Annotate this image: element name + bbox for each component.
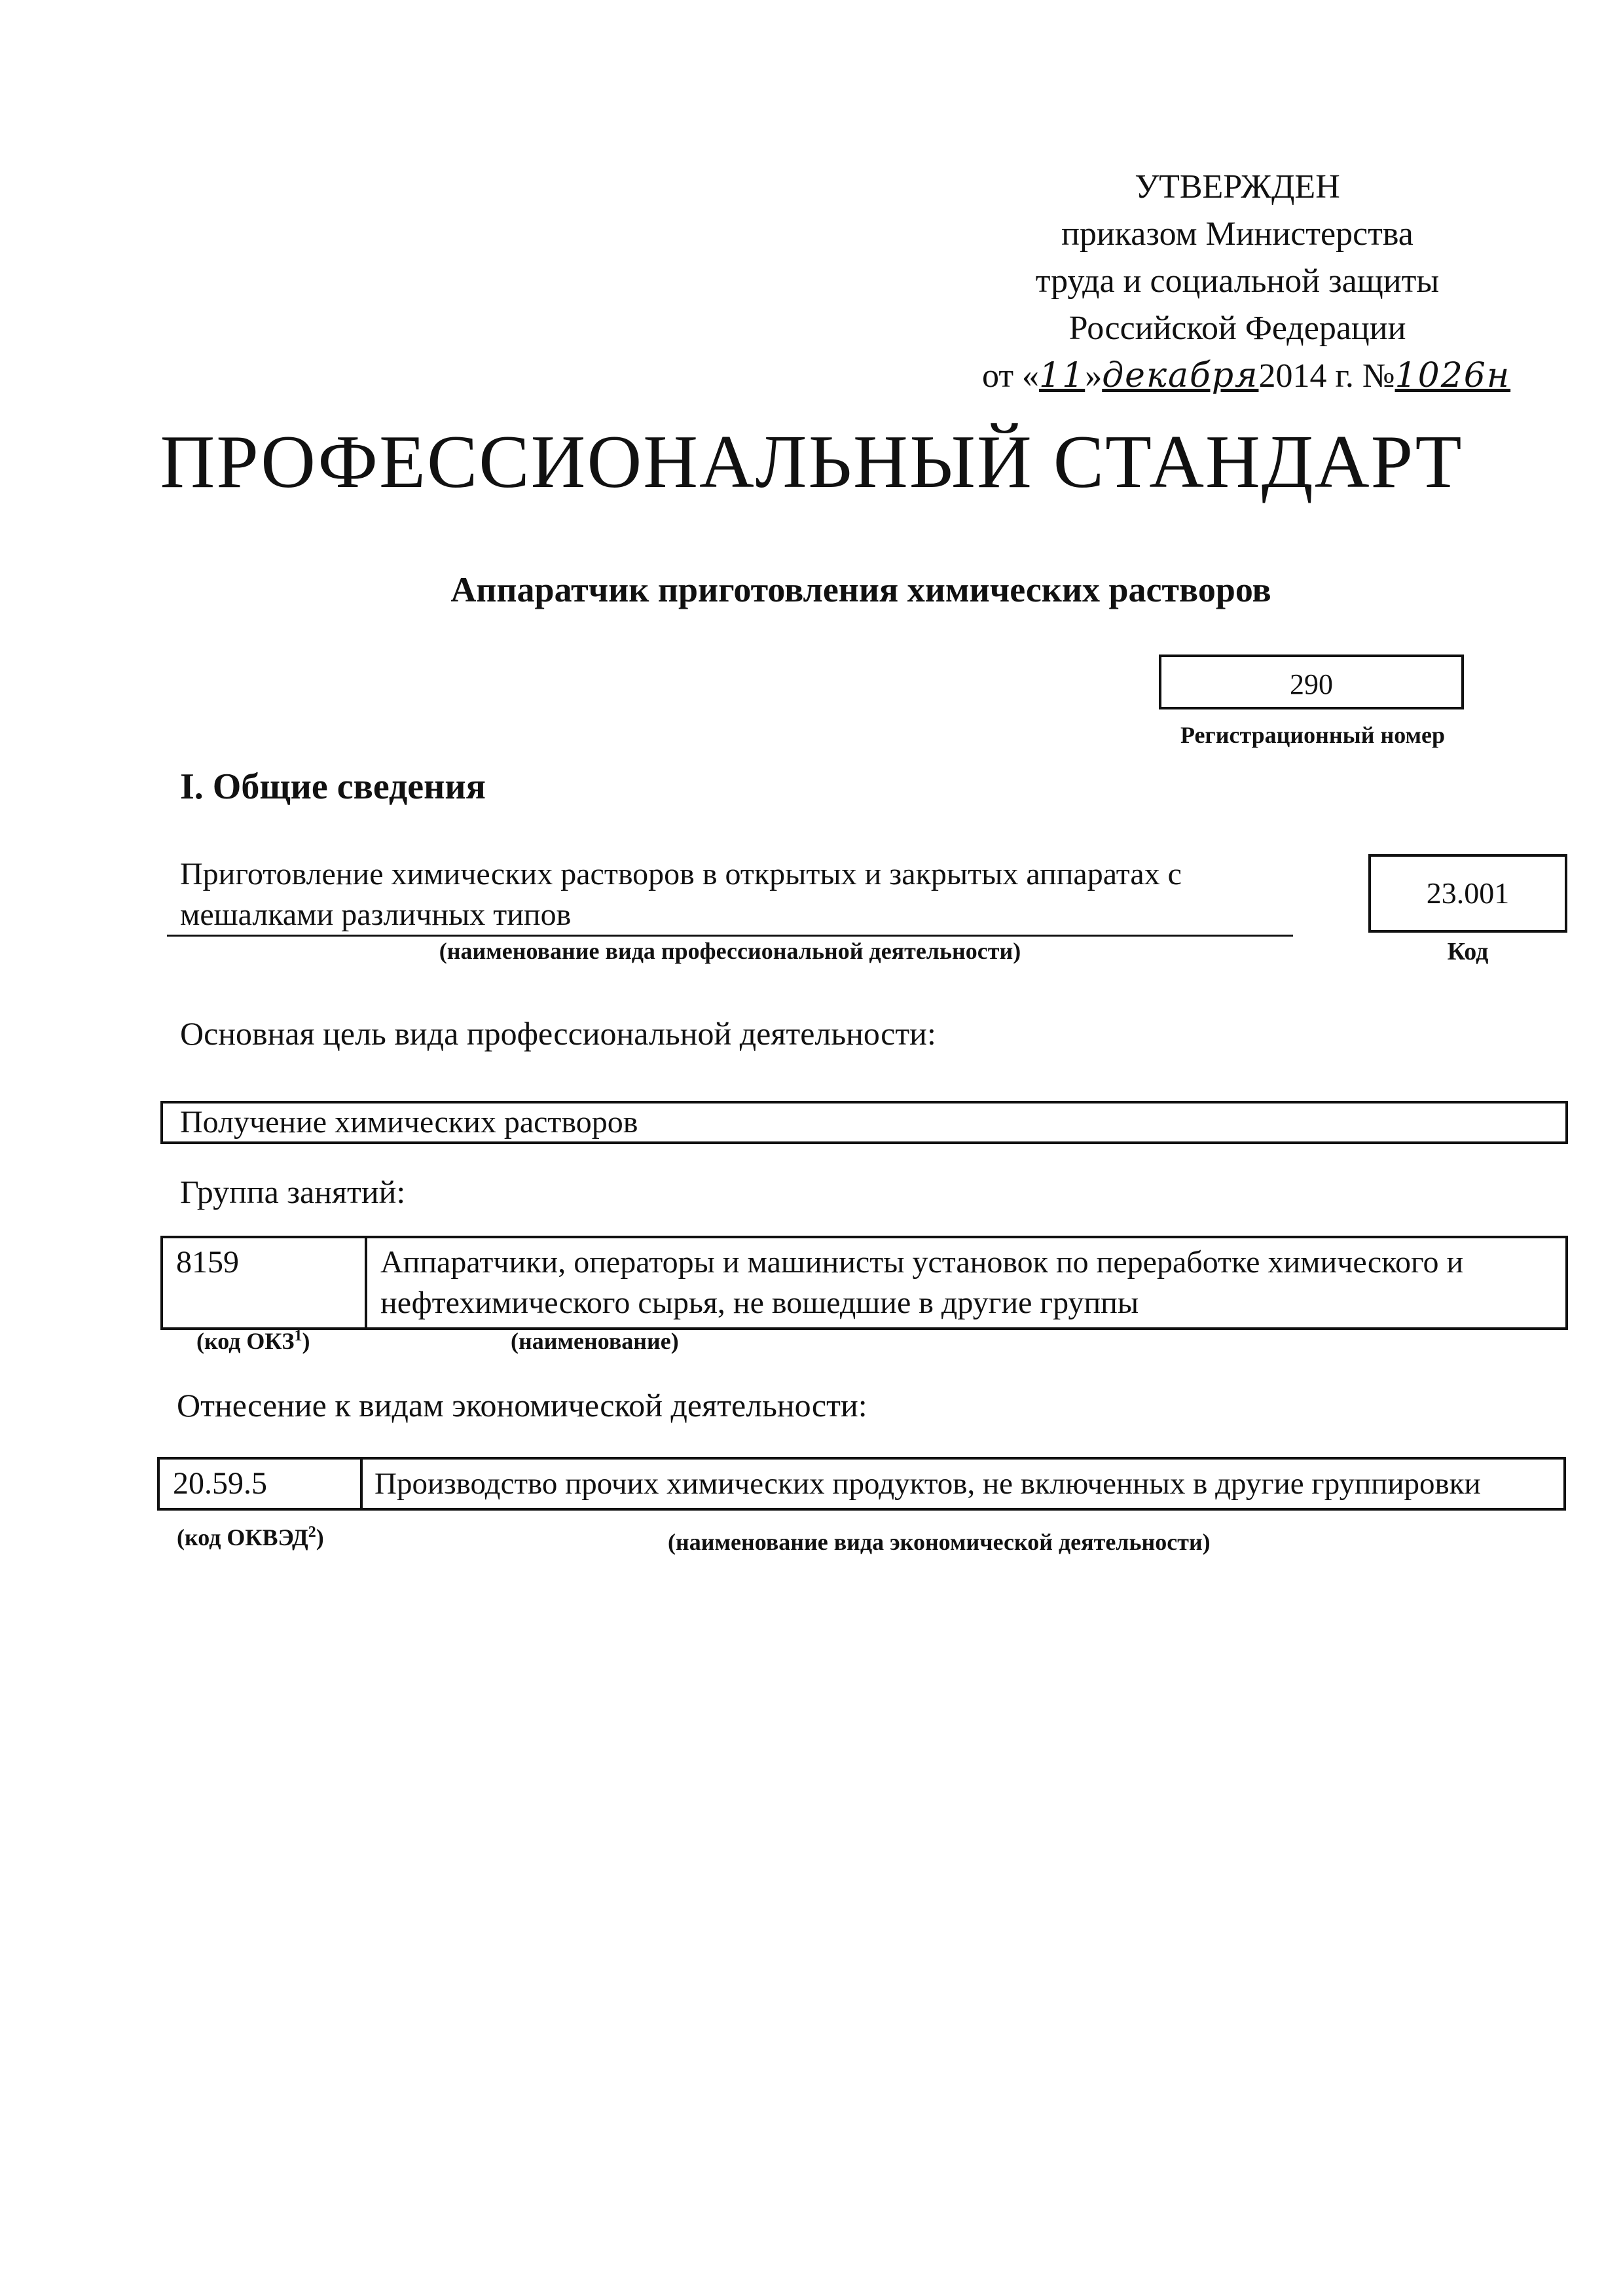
date-prefix: от « [982, 357, 1040, 395]
table-row [158, 1458, 1565, 1509]
okz-code-caption: (код ОКЗ$^1$) [196, 1327, 310, 1354]
section-heading: I. Общие сведения [180, 766, 486, 807]
registration-number-label: Регистрационный номер [1180, 722, 1446, 748]
okved-name-cell: Производство прочих химических продуктов, не включенных в другие группировки [361, 1458, 1565, 1509]
occupation-name-caption: (наименование) [511, 1328, 679, 1354]
economic-activity-name-caption: (наименование вида экономической деятельности) [668, 1529, 1211, 1555]
economic-activity-table [157, 1457, 1566, 1511]
approval-date-line [982, 352, 1511, 400]
economic-activity-heading: Отнесение к видам экономической деятельности: [177, 1387, 867, 1424]
approval-line-1: УТВЕРЖДЕН [1135, 168, 1340, 206]
approval-line-4: Российской Федерации [1068, 310, 1406, 347]
approval-block [982, 164, 1511, 400]
activity-code-box: 23.001 [1368, 854, 1567, 933]
handwritten-month: декабря [1102, 356, 1259, 395]
document-title: ПРОФЕССИОНАЛЬНЫЙ СТАНДАРТ [160, 420, 1463, 504]
handwritten-order-number: 1026н [1395, 356, 1511, 395]
date-mid: » [1085, 357, 1103, 395]
goal-box: Получение химических растворов [160, 1101, 1568, 1144]
occupation-code-cell: 8159 [162, 1237, 366, 1329]
goal-heading: Основная цель вида профессиональной деятельности: [180, 1015, 936, 1052]
activity-underline [167, 935, 1293, 937]
activity-name: Приготовление химических растворов в открытых и закрытых аппаратах с мешалками различных типов [180, 857, 1182, 932]
occupation-group-table [160, 1236, 1568, 1330]
occupation-name-cell: Аппаратчики, операторы и машинисты установок по переработке химического и нефтехимического сырья, не вошедшие в другие группы [366, 1237, 1567, 1329]
activity-code-label: Код [1447, 938, 1489, 965]
okved-code-cell: 20.59.5 [158, 1458, 361, 1509]
approval-line-3: труда и социальной защиты [1035, 262, 1440, 300]
table-row [162, 1237, 1567, 1329]
handwritten-day: 11 [1039, 356, 1085, 395]
profession-title: Аппаратчик приготовления химических растворов [450, 570, 1271, 609]
activity-caption: (наименование вида профессиональной деятельности) [439, 938, 1021, 964]
date-year: 2014 г. № [1258, 357, 1395, 395]
okved-code-caption: (код ОКВЭД$^2$) [177, 1524, 324, 1551]
approval-line-2: приказом Министерства [1061, 215, 1413, 253]
registration-number-box: 290 [1159, 655, 1464, 709]
occupation-group-heading: Группа занятий: [180, 1174, 406, 1210]
